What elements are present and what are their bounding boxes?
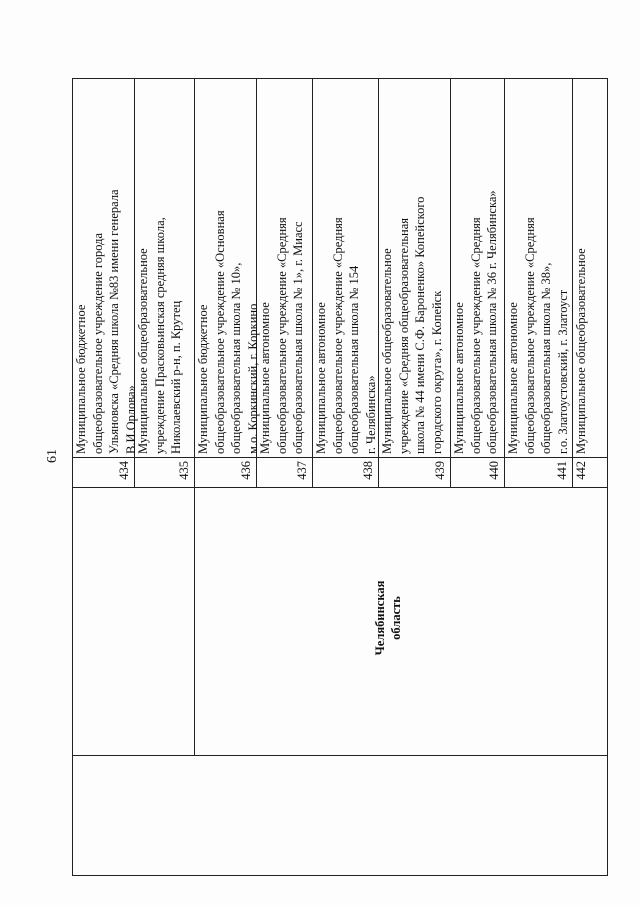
school-name-line: общеобразовательное учреждение города: [90, 232, 105, 454]
school-name-line: Муниципальное общеобразовательное: [574, 248, 588, 454]
row-number: 437: [295, 461, 309, 480]
row-number: 435: [177, 461, 191, 480]
row-number: 434: [117, 461, 131, 480]
school-name: [256, 78, 312, 458]
page-number: 61: [45, 449, 60, 463]
region-label: [372, 568, 404, 668]
school-name-line: общеобразовательное учреждение «Средняя: [522, 217, 537, 454]
region-label-line: Челябинская: [373, 580, 387, 656]
school-name-line: Муниципальное общеобразовательное: [136, 248, 150, 454]
row-number: 440: [487, 461, 501, 480]
row-number: 441: [555, 461, 569, 480]
document-table: [72, 78, 608, 876]
row-number: 438: [361, 461, 375, 480]
school-name-line: общеобразовательная школа № 38»,: [539, 262, 553, 454]
school-name-line: Муниципальное автономное: [506, 302, 520, 454]
school-name-line: Муниципальное автономное: [452, 302, 466, 454]
region-label-line: область: [389, 596, 403, 640]
school-name-line: г.о. Златоустовский, г. Златоуст: [555, 289, 570, 454]
school-name-line: учреждение Прасковьинская средняя школа,: [152, 217, 167, 454]
school-name: [134, 78, 194, 458]
region-divider: [194, 488, 195, 756]
school-name-line: учреждение «Средняя общеобразовательная: [396, 217, 411, 454]
column-divider: [72, 755, 608, 756]
school-name: [72, 78, 138, 458]
school-name: [572, 78, 608, 458]
school-name: [378, 78, 450, 458]
school-name-line: Муниципальное общеобразовательное: [380, 248, 394, 454]
school-name-line: Муниципальное автономное: [314, 302, 328, 454]
school-name-line: общеобразовательная школа № 154: [347, 265, 361, 454]
school-name-line: общеобразовательная школа № 10»,: [229, 262, 243, 454]
school-name-line: общеобразовательное учреждение «Основная: [212, 210, 227, 454]
school-name-line: общеобразовательная школа № 1», г. Миасс: [291, 221, 305, 454]
school-name: [194, 78, 260, 458]
school-name-line: общеобразовательное учреждение «Средняя: [330, 217, 345, 454]
school-name-line: г. Челябинска»: [363, 375, 378, 454]
school-name-line: Ульяновска «Средняя школа №83 имени генерала: [107, 189, 121, 454]
school-name-line: Муниципальное бюджетное: [196, 304, 210, 454]
school-name: [312, 78, 378, 458]
row-number: 439: [433, 461, 447, 480]
school-name: [504, 78, 572, 458]
school-name-line: школа № 44 имени С.Ф. Бароненко» Копейского: [413, 196, 427, 454]
school-name-line: Николаевский р-н, п. Крутец: [169, 300, 183, 454]
school-name-line: городского округа», г. Копейск: [429, 290, 444, 454]
row-number: 436: [239, 461, 253, 480]
school-name-line: Муниципальное бюджетное: [74, 304, 88, 454]
school-name-line: В.И.Орлова»: [123, 385, 138, 454]
school-name: [450, 78, 504, 458]
row-number: 442: [574, 461, 588, 480]
school-name-line: общеобразовательная школа № 36 г. Челябинска»: [485, 190, 499, 454]
school-name-line: общеобразовательное учреждение «Средняя: [274, 217, 289, 454]
school-name-line: Муниципальное автономное: [258, 302, 272, 454]
school-name-line: общеобразовательное учреждение «Средняя: [468, 217, 483, 454]
school-name-line: м.о. Коркинский, г. Коркино: [245, 303, 260, 454]
